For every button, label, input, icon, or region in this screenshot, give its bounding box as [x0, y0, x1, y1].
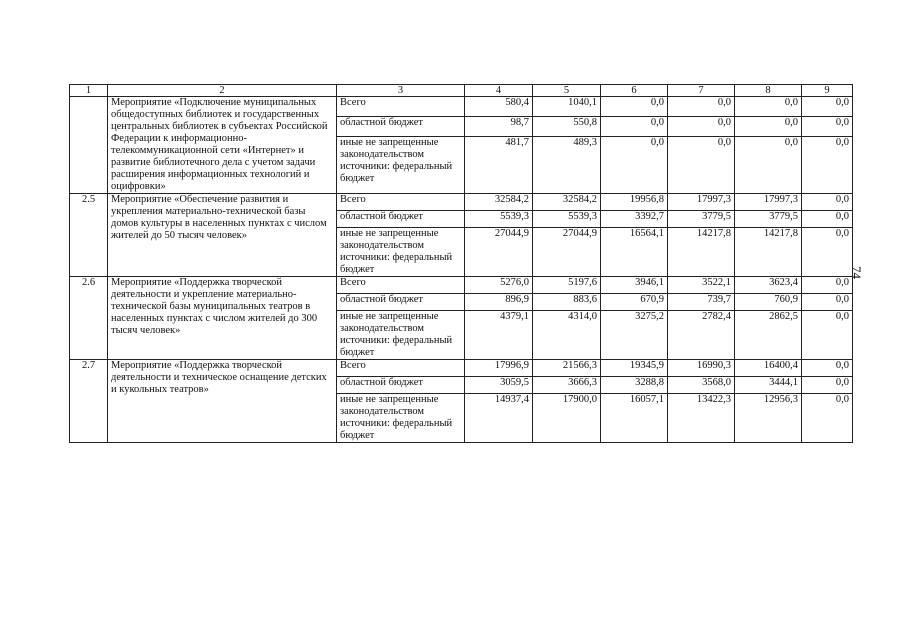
value-cell: 19345,9: [601, 360, 668, 377]
funding-source-label: иные не запрещенные законодательством источники: федеральный бюджет: [337, 136, 465, 193]
table-row: [70, 97, 853, 117]
funding-source-label: иные не запрещенные законодательством источники: федеральный бюджет: [337, 311, 465, 360]
value-cell: 17996,9: [465, 360, 533, 377]
value-cell: 1040,1: [533, 97, 601, 117]
value-cell: 14217,8: [735, 228, 802, 277]
value-cell: 3444,1: [735, 377, 802, 394]
funding-source-label: областной бюджет: [337, 294, 465, 311]
value-cell: 4314,0: [533, 311, 601, 360]
value-cell: 0,0: [802, 277, 853, 294]
value-cell: 14217,8: [668, 228, 735, 277]
value-cell: 5539,3: [465, 211, 533, 228]
value-cell: 3059,5: [465, 377, 533, 394]
value-cell: 0,0: [735, 97, 802, 117]
value-cell: 0,0: [668, 116, 735, 136]
value-cell: 883,6: [533, 294, 601, 311]
measure-title: Мероприятие «Поддержка творческой деятельности и укрепление материально-технической базы муниципальных театров в населенных пунктах с числом жителей до 300 тысяч человек»: [108, 277, 337, 360]
value-cell: 0,0: [802, 97, 853, 117]
header-row: [70, 85, 853, 97]
value-cell: 16400,4: [735, 360, 802, 377]
value-cell: 481,7: [465, 136, 533, 193]
value-cell: 0,0: [802, 228, 853, 277]
value-cell: 0,0: [802, 116, 853, 136]
value-cell: 0,0: [601, 116, 668, 136]
value-cell: 3623,4: [735, 277, 802, 294]
header-cell: 8: [735, 85, 802, 97]
header-cell: 3: [337, 85, 465, 97]
value-cell: 16564,1: [601, 228, 668, 277]
value-cell: 739,7: [668, 294, 735, 311]
value-cell: 16990,3: [668, 360, 735, 377]
value-cell: 4379,1: [465, 311, 533, 360]
value-cell: 2782,4: [668, 311, 735, 360]
funding-source-label: Всего: [337, 277, 465, 294]
value-cell: 13422,3: [668, 394, 735, 443]
value-cell: 5197,6: [533, 277, 601, 294]
value-cell: 3568,0: [668, 377, 735, 394]
value-cell: 0,0: [802, 211, 853, 228]
value-cell: 0,0: [735, 136, 802, 193]
value-cell: 670,9: [601, 294, 668, 311]
value-cell: 27044,9: [465, 228, 533, 277]
value-cell: 16057,1: [601, 394, 668, 443]
page-number: 74: [849, 266, 864, 279]
header-cell: 1: [70, 85, 108, 97]
value-cell: 12956,3: [735, 394, 802, 443]
value-cell: 550,8: [533, 116, 601, 136]
funding-source-label: областной бюджет: [337, 377, 465, 394]
value-cell: 0,0: [601, 136, 668, 193]
value-cell: 3392,7: [601, 211, 668, 228]
value-cell: 5539,3: [533, 211, 601, 228]
value-cell: 3275,2: [601, 311, 668, 360]
value-cell: 17997,3: [735, 194, 802, 211]
value-cell: 17900,0: [533, 394, 601, 443]
budget-table: [69, 84, 853, 443]
value-cell: 896,9: [465, 294, 533, 311]
value-cell: 3946,1: [601, 277, 668, 294]
value-cell: 760,9: [735, 294, 802, 311]
value-cell: 489,3: [533, 136, 601, 193]
value-cell: 0,0: [802, 394, 853, 443]
value-cell: 0,0: [802, 360, 853, 377]
value-cell: 0,0: [802, 377, 853, 394]
value-cell: 0,0: [802, 194, 853, 211]
funding-source-label: областной бюджет: [337, 211, 465, 228]
funding-source-label: Всего: [337, 97, 465, 117]
header-cell: 4: [465, 85, 533, 97]
measure-title: Мероприятие «Обеспечение развития и укрепления материально-технической базы домов культуры в населенных пунктах с числом жителей до 50 тысяч человек»: [108, 194, 337, 277]
header-cell: 7: [668, 85, 735, 97]
item-index: 2.5: [70, 194, 108, 277]
value-cell: 0,0: [668, 136, 735, 193]
header-cell: 9: [802, 85, 853, 97]
value-cell: 3779,5: [668, 211, 735, 228]
table-row: [70, 194, 853, 211]
table-row: [70, 277, 853, 294]
value-cell: 3288,8: [601, 377, 668, 394]
value-cell: 0,0: [668, 97, 735, 117]
value-cell: 98,7: [465, 116, 533, 136]
funding-source-label: иные не запрещенные законодательством источники: федеральный бюджет: [337, 394, 465, 443]
value-cell: 0,0: [802, 294, 853, 311]
item-index: 2.7: [70, 360, 108, 443]
item-index: [70, 97, 108, 194]
measure-title: Мероприятие «Подключение муниципальных общедоступных библиотек и государственных центральных библиотек в субъектах Российской Федерации к информационно-телекоммуникационной сети «Интернет» и развитие библиотечного дела с учетом задачи расширения информационных технологий и оцифровки»: [108, 97, 337, 194]
item-index: 2.6: [70, 277, 108, 360]
value-cell: 0,0: [601, 97, 668, 117]
funding-source-label: Всего: [337, 360, 465, 377]
value-cell: 32584,2: [533, 194, 601, 211]
funding-source-label: Всего: [337, 194, 465, 211]
value-cell: 27044,9: [533, 228, 601, 277]
value-cell: 19956,8: [601, 194, 668, 211]
table-row: [70, 360, 853, 377]
value-cell: 14937,4: [465, 394, 533, 443]
value-cell: 5276,0: [465, 277, 533, 294]
funding-source-label: областной бюджет: [337, 116, 465, 136]
value-cell: 17997,3: [668, 194, 735, 211]
value-cell: 3522,1: [668, 277, 735, 294]
measure-title: Мероприятие «Поддержка творческой деятельности и техническое оснащение детских и кукольных театров»: [108, 360, 337, 443]
value-cell: 0,0: [802, 311, 853, 360]
header-cell: 6: [601, 85, 668, 97]
value-cell: 32584,2: [465, 194, 533, 211]
value-cell: 3779,5: [735, 211, 802, 228]
header-cell: 5: [533, 85, 601, 97]
funding-source-label: иные не запрещенные законодательством источники: федеральный бюджет: [337, 228, 465, 277]
header-cell: 2: [108, 85, 337, 97]
value-cell: 0,0: [802, 136, 853, 193]
value-cell: 3666,3: [533, 377, 601, 394]
value-cell: 0,0: [735, 116, 802, 136]
value-cell: 21566,3: [533, 360, 601, 377]
value-cell: 2862,5: [735, 311, 802, 360]
value-cell: 580,4: [465, 97, 533, 117]
